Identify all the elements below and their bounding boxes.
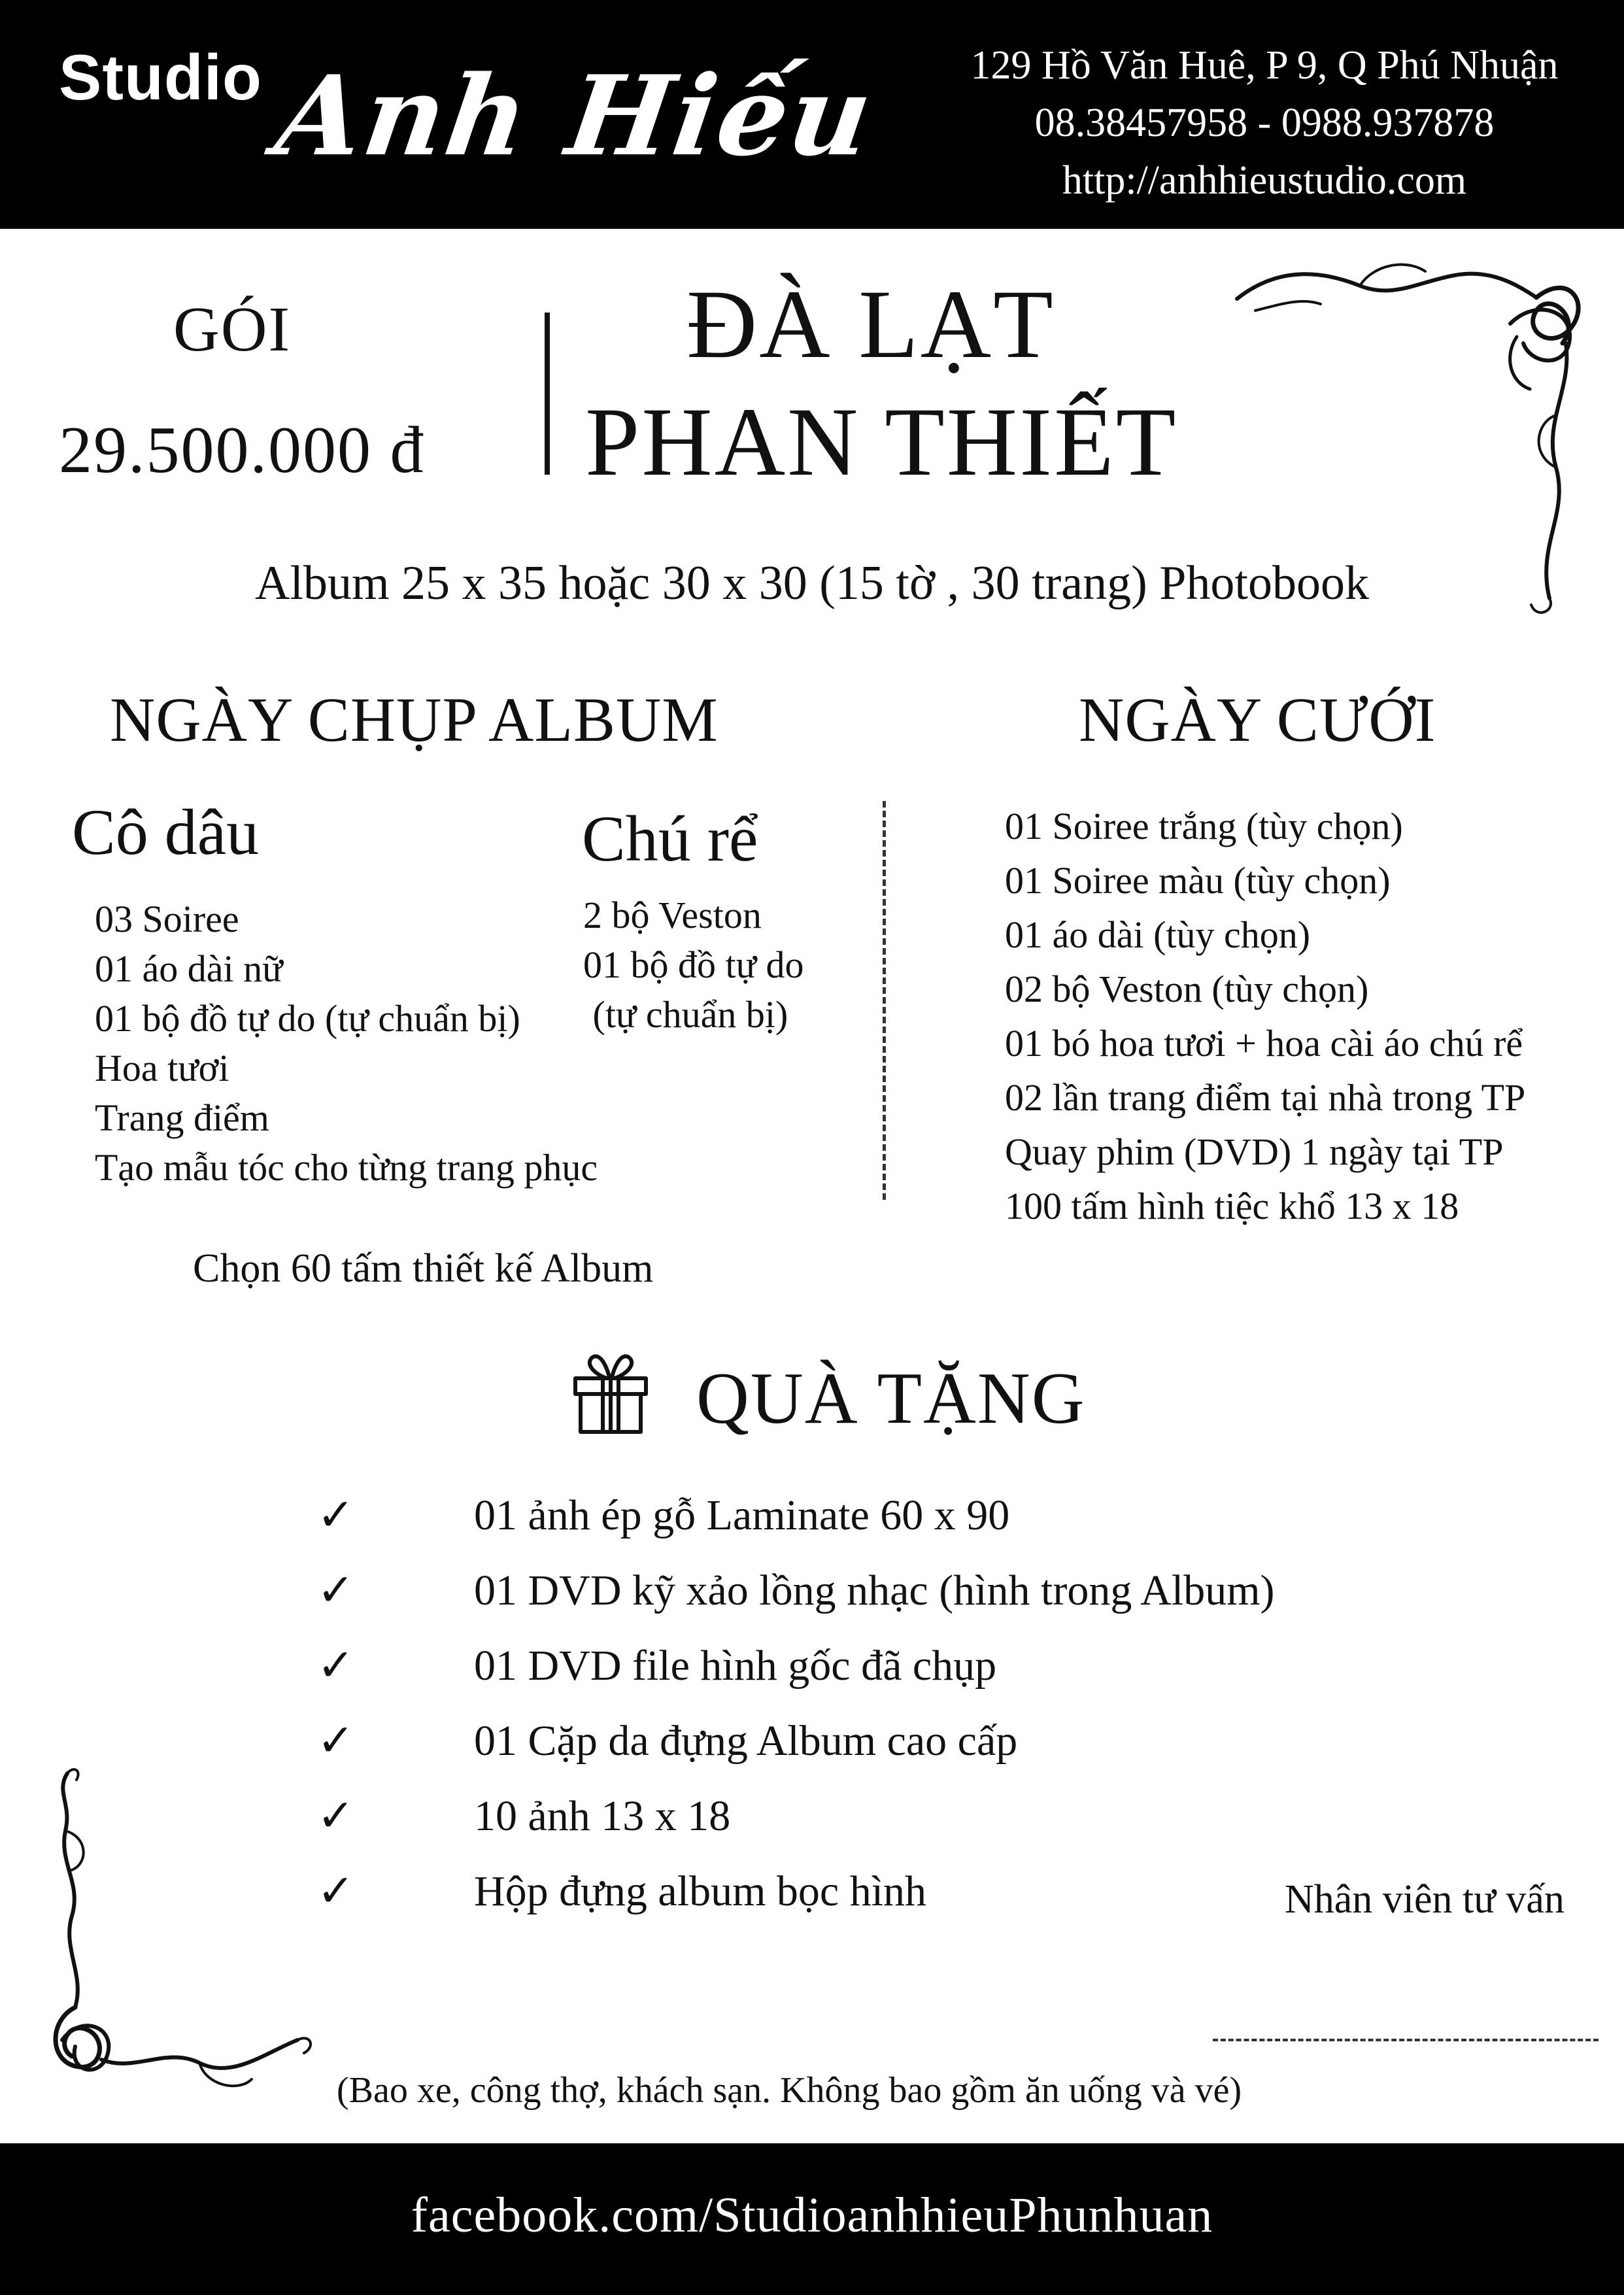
list-item: 01 bó hoa tươi + hoa cài áo chú rể [1005, 1022, 1523, 1064]
destination-1: ĐÀ LẠT [686, 270, 1055, 379]
gifts-title: QUÀ TẶNG [696, 1358, 1086, 1439]
check-icon: ✓ [317, 1565, 354, 1616]
gift-item-text: Hộp đựng album bọc hình [474, 1867, 927, 1915]
shoot-day-title: NGÀY CHỤP ALBUM [110, 685, 719, 755]
wedding-list [1005, 799, 1525, 1233]
package-label: GÓI [173, 294, 292, 365]
logo-studio-text: Studio [59, 41, 262, 113]
address: 129 Hồ Văn Huê, P 9, Q Phú Nhuận [970, 43, 1559, 88]
check-icon: ✓ [317, 1489, 354, 1541]
signature-line [1213, 2039, 1599, 2041]
check-icon: ✓ [317, 1790, 354, 1842]
title-divider [545, 313, 550, 475]
check-icon: ✓ [317, 1865, 354, 1917]
gift-item-text: 01 DVD file hình gốc đã chụp [474, 1642, 997, 1690]
list-item: Quay phim (DVD) 1 ngày tại TP [1005, 1130, 1504, 1173]
corner-ornament-bottom-left-icon [36, 1765, 317, 2105]
list-item: Tạo mẫu tóc cho từng trang phục [95, 1146, 598, 1189]
gift-item-text: 01 DVD kỹ xảo lồng nhạc (hình trong Album) [474, 1567, 1275, 1614]
gift-item-text: 10 ảnh 13 x 18 [474, 1792, 731, 1840]
list-item: 2 bộ Veston [583, 894, 762, 936]
wedding-day-title: NGÀY CƯỚI [1079, 685, 1436, 755]
check-icon: ✓ [317, 1715, 354, 1767]
list-item: 02 lần trang điểm tại nhà trong TP [1005, 1076, 1526, 1119]
gift-item-text: 01 ảnh ép gỗ Laminate 60 x 90 [474, 1491, 1010, 1539]
website-link[interactable]: http://anhhieustudio.com [1062, 158, 1467, 203]
package-note: (Bao xe, công thợ, khách sạn. Không bao gồm ăn uống và vé) [337, 2070, 1242, 2111]
list-item: Hoa tươi [95, 1047, 229, 1089]
album-spec: Album 25 x 35 hoặc 30 x 30 (15 tờ , 30 trang) Photobook [255, 556, 1369, 610]
column-divider [883, 801, 886, 1200]
list-item: 03 Soiree [95, 898, 239, 940]
check-icon: ✓ [317, 1640, 354, 1692]
list-item: 01 bộ đồ tự do (tự chuẩn bị) [95, 997, 520, 1040]
logo-name-text: Anh Hiếu [269, 51, 881, 180]
phone-numbers: 08.38457958 - 0988.937878 [1034, 101, 1495, 145]
gift-item-text: 01 Cặp da đựng Album cao cấp [474, 1717, 1018, 1765]
facebook-link[interactable]: facebook.com/StudioanhhieuPhunhuan [411, 2188, 1213, 2243]
list-item: 01 Soiree trắng (tùy chọn) [1005, 805, 1403, 847]
list-item: 01 áo dài (tùy chọn) [1005, 913, 1311, 956]
album-selection-note: Chọn 60 tấm thiết kế Album [193, 1246, 654, 1291]
contact-info [938, 37, 1591, 209]
list-item: 02 bộ Veston (tùy chọn) [1005, 968, 1369, 1010]
consultant-label: Nhân viên tư vấn [1285, 1877, 1565, 1922]
gift-icon [569, 1352, 652, 1436]
groom-list [583, 891, 804, 1040]
destination-2: PHAN THIẾT [585, 388, 1178, 496]
groom-title: Chú rể [582, 802, 758, 875]
list-item: Trang điểm [95, 1096, 269, 1139]
bride-title: Cô dâu [72, 796, 260, 868]
list-item: 01 Soiree màu (tùy chọn) [1005, 859, 1391, 902]
bride-list [95, 894, 598, 1193]
list-item: 01 áo dài nữ [95, 947, 283, 990]
list-item: (tự chuẩn bị) [583, 993, 788, 1036]
list-item: 100 tấm hình tiệc khổ 13 x 18 [1005, 1185, 1459, 1227]
list-item: 01 bộ đồ tự do [583, 944, 804, 986]
package-price: 29.500.000 đ [59, 413, 425, 487]
